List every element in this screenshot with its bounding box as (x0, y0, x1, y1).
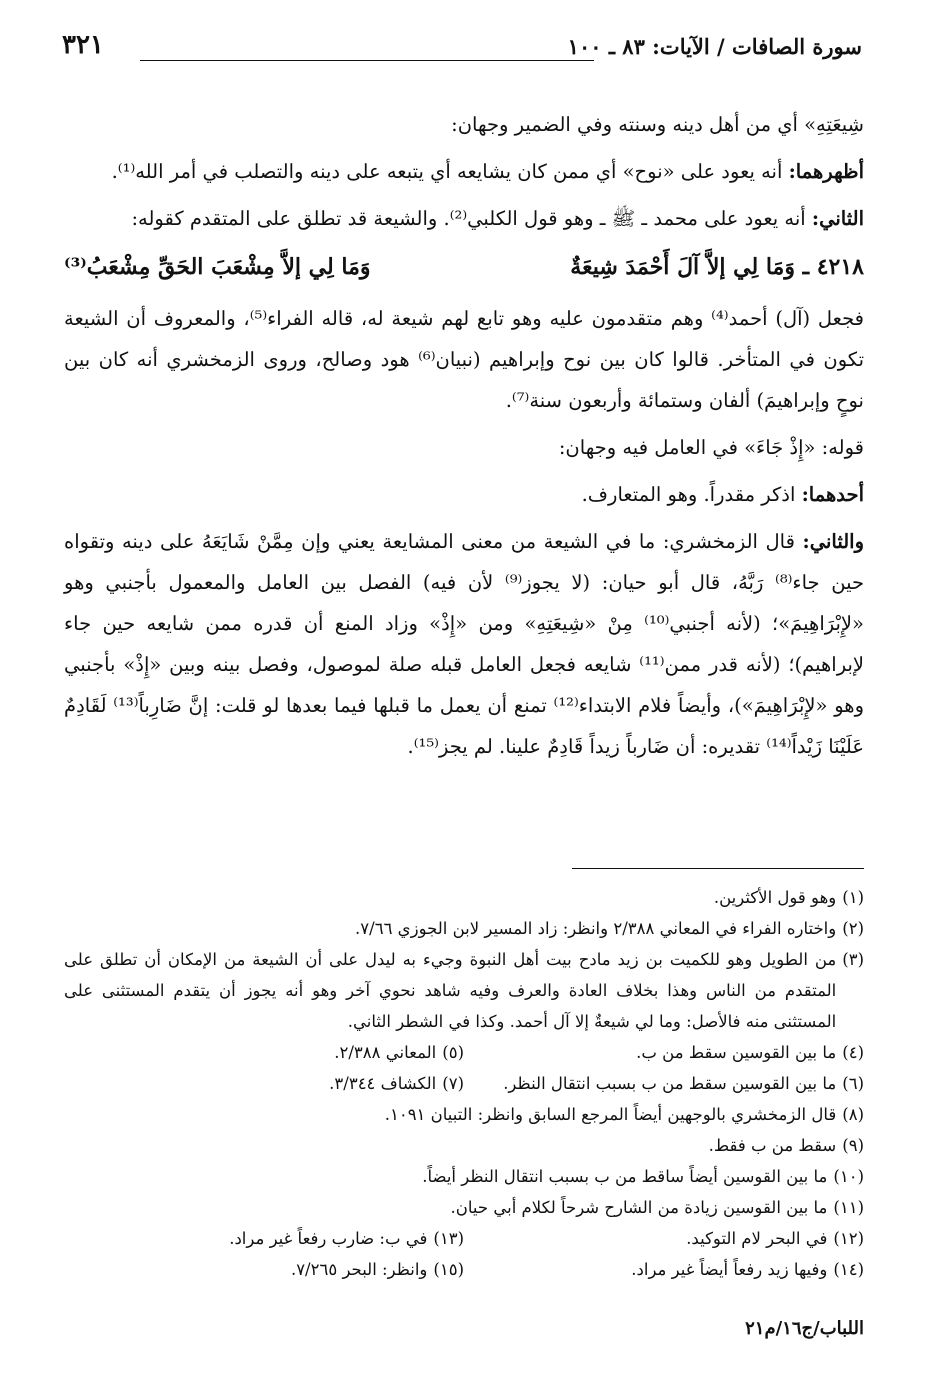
poetry-verse (64, 247, 864, 288)
footnote-number: (٦) (842, 1074, 864, 1093)
footnote (64, 1223, 464, 1254)
paragraph-lead: والثاني: (802, 530, 864, 553)
paragraph (64, 427, 864, 468)
footnote-pair (64, 1254, 864, 1285)
footnote-pair (64, 1223, 864, 1254)
footnote-text: واختاره الفراء في المعاني ٢/٣٨٨ وانظر: زاد المسير لابن الجوزي ٧/٦٦. (355, 919, 837, 938)
footnote-number: (٨) (842, 1105, 864, 1124)
footnote-number: (٢) (842, 919, 864, 938)
footnote-text: وانظر: البحر ٧/٢٦٥. (290, 1260, 428, 1279)
paragraph (64, 474, 864, 515)
footnote-number: (١٢) (833, 1229, 864, 1248)
paragraph-text: أنه يعود على «نوح» أي ممن كان يشايعه أي يتبعه على دينه والتصلب في أمر الله⁽¹⁾. (111, 160, 789, 183)
paragraph-lead: أحدهما: (801, 483, 864, 506)
footnote-number: (٤) (842, 1043, 864, 1062)
paragraph-text: أنه يعود على محمد ـ ﷺ ـ وهو قول الكلبي⁽²⁾. والشيعة قد تطلق على المتقدم كقوله: (131, 207, 812, 230)
footnote-text: من الطويل وهو للكميت بن زيد مادح بيت أهل النبوة وجيء به ليدل على أن الشيعة من الإمكان أن تطلق على المتقدم من الناس وهذا بخلاف العادة والعرف وفيه شاهد نحوي آخر وهو أنه يجوز أن يتقدم المستثنى على المستثنى منه فالأصل: وما لي شيعةٌ إلا آل أحمد. وكذا في الشطر الثاني. (64, 950, 837, 1031)
verse-hemistich-second: وَمَا لِي إلاَّ مِشْعَبَ الحَقِّ مِشْعَبُ⁽³⁾ (64, 254, 371, 280)
paragraph (64, 198, 864, 239)
footnote-text: ما بين القوسين أيضاً ساقط من ب بسبب انتقال النظر أيضاً. (422, 1167, 828, 1186)
footnote-text: سقط من ب فقط. (708, 1136, 837, 1155)
header-rule (140, 60, 594, 61)
footnote-number: (٧) (442, 1074, 464, 1093)
footnote (64, 1161, 864, 1192)
footnote-text: ما بين القوسين زيادة من الشارح شرحاً لكلام أبي حيان. (450, 1198, 828, 1217)
footnote (64, 1068, 464, 1099)
paragraph-text: قوله: «إِذْ جَاءَ» في العامل فيه وجهان: (558, 436, 864, 459)
footnote-text: ما بين القوسين سقط من ب. (636, 1043, 837, 1062)
footnote-number: (٥) (442, 1043, 464, 1062)
footnote-number: (١) (842, 888, 864, 907)
footnote-text: ما بين القوسين سقط من ب بسبب انتقال النظر. (503, 1074, 837, 1093)
paragraph-lead: الثاني: (811, 207, 864, 230)
footnote-text: في البحر لام التوكيد. (686, 1229, 828, 1248)
footnote-text: وفيها زيد رفعاً أيضاً غير مراد. (631, 1260, 828, 1279)
footnote (64, 1037, 464, 1068)
footnote (464, 1223, 864, 1254)
footnote-number: (١١) (833, 1198, 864, 1217)
footnote (64, 1192, 864, 1223)
header-title: سورة الصافات / الآيات: ٨٣ ـ ١٠٠ (567, 34, 862, 59)
footnote-text: قال الزمخشري بالوجهين أيضاً المرجع السابق وانظر: التبيان ١٠٩١. (384, 1105, 837, 1124)
footnote-pair (64, 1037, 864, 1068)
footnote-separator (572, 868, 864, 869)
paragraph-text: اذكر مقدراً. وهو المتعارف. (581, 483, 802, 506)
footnote-number: (١٥) (433, 1260, 464, 1279)
paragraph-text: شِيعَتِهِ» أي من أهل دينه وسنته وفي الضمير وجهان: (451, 113, 864, 136)
printer-signature: اللباب/ج١٦/م٢١ (745, 1318, 864, 1339)
paragraph-text: قال الزمخشري: ما في الشيعة من معنى المشايعة يعني وإن مِمَّنْ شَايَعَهُ على دينه وتقواه حين جاء⁽⁸⁾ رَبَّهُ، قال أبو حيان: (لا يجوز⁽⁹⁾ لأن فيه) الفصل بين العامل والمعمول بأجنبي وهو «لإِبْرَاهِيمَ»؛ (لأنه أجنبي⁽¹⁰⁾ مِنْ «شِيعَتِهِ» ومن «إِذْ» وزاد المنع أن قدره ممن شايعه حين جاء لإبراهيم)؛ (لأنه قدر ممن⁽¹¹⁾ شايعه فجعل العامل قبله صلة لموصول، وفصل بينه وبين «إِذْ» بأجنبي وهو «لإِبْرَاهِيمَ»)، وأيضاً فلام الابتداء⁽¹²⁾ تمنع أن يعمل ما قبلها فيما بعدها لو قلت: إنَّ ضَارِباً⁽¹³⁾ لَقَادِمٌ عَلَيْنَا زَيْداً⁽¹⁴⁾ تقديره: أن ضَارباً زيداً قَادِمٌ علينا. لم يجز⁽¹⁵⁾. (64, 530, 865, 758)
footnote-text: في ب: ضارب رفعاً غير مراد. (229, 1229, 428, 1248)
footnote-number: (١٣) (433, 1229, 464, 1248)
footnote-pair (64, 1068, 864, 1099)
footnotes (64, 882, 864, 1285)
footnote-number: (٩) (842, 1136, 864, 1155)
footnote (64, 944, 864, 1037)
page-number: ٣٢١ (62, 30, 104, 60)
paragraph (64, 521, 864, 767)
footnote (64, 1254, 464, 1285)
footnote-text: المعاني ٢/٣٨٨. (334, 1043, 437, 1062)
paragraph-text: فجعل (آل) أحمد⁽⁴⁾ وهم متقدمون عليه وهو تابع لهم شيعة له، قاله الفراء⁽⁵⁾، والمعروف أن الشيعة تكون في المتأخر. قالوا كان بين نوح وإبراهيم (نبيان⁽⁶⁾ هود وصالح، وروى الزمخشري أنه كان بين نوحٍ وإبراهيمَ) ألفان وستمائة وأربعون سنة⁽⁷⁾. (64, 307, 864, 412)
footnote (64, 1130, 864, 1161)
footnote (464, 1037, 864, 1068)
footnote (64, 882, 864, 913)
footnote (64, 1099, 864, 1130)
paragraph (64, 151, 864, 192)
footnote-text: الكشاف ٣/٣٤٤. (329, 1074, 437, 1093)
paragraph (64, 298, 864, 421)
footnote-text: وهو قول الأكثرين. (713, 888, 837, 907)
main-text (64, 104, 864, 773)
running-header (62, 28, 862, 68)
verse-hemistich-first: ٤٢١٨ ـ وَمَا لِي إلاَّ آلَ أَحْمَدَ شِيعَةٌ (570, 254, 864, 280)
footnote (464, 1068, 864, 1099)
footnote-number: (٣) (842, 950, 864, 969)
paragraph (64, 104, 864, 145)
paragraph-lead: أظهرهما: (788, 160, 864, 183)
footnote (64, 913, 864, 944)
footnote-number: (١٤) (833, 1260, 864, 1279)
footnote-number: (١٠) (833, 1167, 864, 1186)
footnote (464, 1254, 864, 1285)
